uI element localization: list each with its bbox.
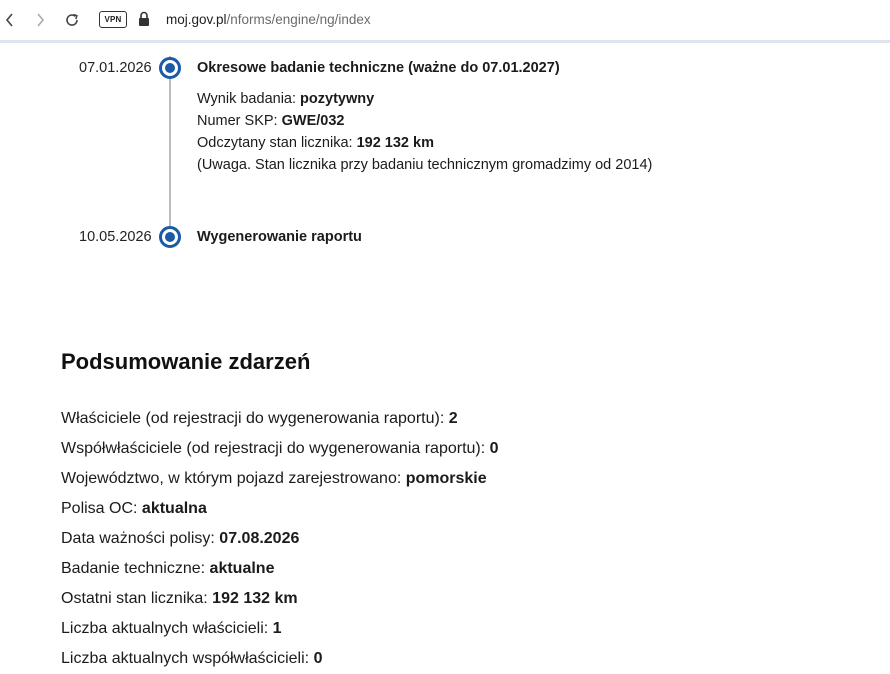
- summary-row: [61, 646, 499, 674]
- summary-row: [61, 586, 499, 616]
- detail-value: GWE/032: [281, 113, 345, 129]
- timeline-dot: [159, 57, 181, 79]
- summary-label: Liczba aktualnych współwłaścicieli:: [61, 650, 314, 667]
- summary-row: [61, 466, 499, 496]
- detail-label: (Uwaga. Stan licznika przy badaniu technicznym gromadzimy od 2014): [197, 157, 653, 173]
- timeline-event-details: [197, 88, 652, 176]
- timeline-dot: [159, 226, 181, 248]
- vpn-badge[interactable]: VPN: [99, 11, 127, 28]
- detail-label: Odczytany stan licznika:: [197, 135, 357, 151]
- reload-icon: [64, 12, 80, 28]
- summary-label: Województwo, w którym pojazd zarejestrowano:: [61, 470, 406, 487]
- summary-value: 07.08.2026: [219, 530, 300, 547]
- url-path: /nforms/engine/ng/index: [226, 12, 371, 27]
- url-domain: moj.gov.pl: [166, 12, 227, 27]
- timeline-date: 10.05.2026: [79, 229, 152, 245]
- detail-label: Wynik badania:: [197, 91, 301, 107]
- timeline-event-title: Wygenerowanie raportu: [197, 229, 362, 245]
- summary-label: Polisa OC:: [61, 500, 142, 517]
- browser-toolbar: [0, 0, 890, 40]
- back-button[interactable]: [0, 10, 20, 30]
- timeline-date: 07.01.2026: [79, 60, 152, 76]
- summary-row: [61, 556, 499, 586]
- detail-label: Numer SKP:: [197, 113, 282, 129]
- summary-value: 1: [272, 620, 282, 637]
- summary-value: 0: [313, 650, 323, 667]
- summary-label: Liczba aktualnych właścicieli:: [61, 620, 273, 637]
- summary-value: 2: [448, 410, 458, 427]
- detail-row: [197, 132, 652, 154]
- summary-value: 192 132 km: [212, 590, 298, 607]
- summary-row: [61, 496, 499, 526]
- detail-value: pozytywny: [300, 91, 375, 107]
- summary-row: [61, 526, 499, 556]
- detail-note: [197, 154, 652, 176]
- chevron-left-icon: [4, 13, 16, 27]
- summary-label: Właściciele (od rejestracji do wygenerowania raportu):: [61, 410, 449, 427]
- summary-label: Ostatni stan licznika:: [61, 590, 213, 607]
- summary-value: aktualna: [141, 500, 207, 517]
- detail-row: [197, 110, 652, 132]
- summary-label: Badanie techniczne:: [61, 560, 210, 577]
- forward-button[interactable]: [30, 10, 50, 30]
- summary-value: aktualne: [209, 560, 275, 577]
- summary-heading: Podsumowanie zdarzeń: [61, 349, 311, 374]
- detail-row: [197, 88, 652, 110]
- summary-value: pomorskie: [405, 470, 487, 487]
- summary-label: Data ważności polisy:: [61, 530, 220, 547]
- detail-value: 192 132 km: [356, 135, 434, 151]
- summary-row: [61, 406, 499, 436]
- reload-button[interactable]: [62, 10, 82, 30]
- summary-row: [61, 436, 499, 466]
- summary-row: [61, 616, 499, 646]
- summary-label: Współwłaściciele (od rejestracji do wygenerowania raportu):: [61, 440, 490, 457]
- address-bar[interactable]: [166, 12, 371, 27]
- lock-icon[interactable]: [138, 11, 150, 27]
- timeline-line: [169, 56, 171, 228]
- toolbar-divider: [0, 40, 890, 43]
- summary-value: 0: [489, 440, 499, 457]
- timeline-event-title: Okresowe badanie techniczne (ważne do 07.01.2027): [197, 60, 560, 76]
- summary-list: [61, 406, 499, 674]
- chevron-right-icon: [34, 13, 46, 27]
